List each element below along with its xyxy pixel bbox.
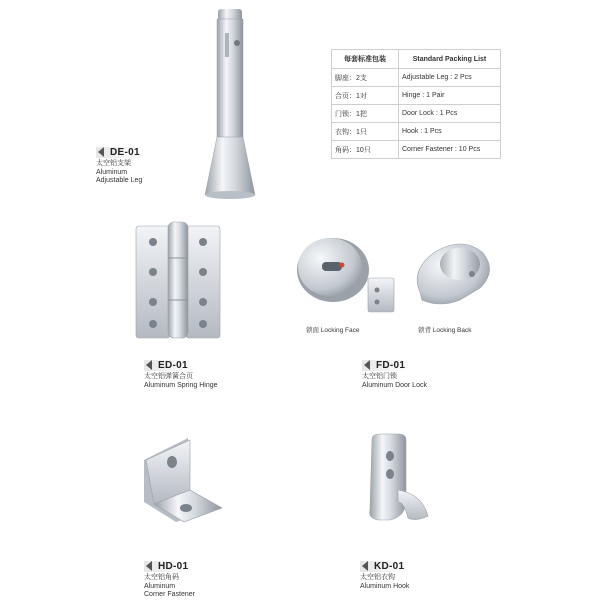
product-label-kd bbox=[360, 556, 410, 591]
product-code-hd: HD-01 bbox=[144, 561, 194, 572]
locking-face-caption: 锁面 Locking Face bbox=[306, 327, 360, 334]
table-row bbox=[332, 105, 501, 123]
row-english: Hinge : 1 Pair bbox=[399, 87, 501, 105]
product-label-hd bbox=[144, 556, 195, 600]
row-english: Corner Fastener : 10 Pcs bbox=[399, 141, 501, 159]
header-chinese: 每套标准包装 bbox=[332, 50, 399, 69]
product-label-de bbox=[96, 142, 146, 186]
row-chinese: 门锁：1把 bbox=[332, 105, 399, 123]
product-name-cn-hd: 太空铝角码 bbox=[144, 574, 179, 581]
packing-list-header bbox=[332, 50, 501, 69]
adjustable-leg-image bbox=[195, 5, 265, 205]
row-english: Adjustable Leg : 2 Pcs bbox=[399, 69, 501, 87]
locking-back-caption: 锁背 Locking Back bbox=[418, 327, 472, 334]
product-code-kd: KD-01 bbox=[360, 561, 410, 572]
row-chinese: 衣钩：1只 bbox=[332, 123, 399, 141]
table-row bbox=[332, 69, 501, 87]
product-label-ed bbox=[144, 355, 218, 390]
product-name-cn-fd: 太空铝门锁 bbox=[362, 373, 397, 380]
product-name-en2-de: Adjustable Leg bbox=[96, 177, 143, 184]
table-row bbox=[332, 141, 501, 159]
product-code-fd: FD-01 bbox=[362, 360, 411, 371]
product-code-ed: ED-01 bbox=[144, 360, 194, 371]
hook-image bbox=[358, 430, 438, 525]
row-english: Door Lock : 1 Pcs bbox=[399, 105, 501, 123]
packing-list-table bbox=[331, 49, 501, 159]
product-name-en-hd: Aluminum bbox=[144, 582, 176, 590]
product-name-en-ed: Aluminum Spring Hinge bbox=[144, 381, 218, 389]
row-chinese: 角码：10只 bbox=[332, 141, 399, 159]
product-name-en-kd: Aluminum Hook bbox=[360, 582, 410, 590]
row-chinese: 合页：1对 bbox=[332, 87, 399, 105]
product-name-cn-de: 太空铝支架 bbox=[96, 160, 131, 167]
product-name-en-de: Aluminum bbox=[96, 168, 128, 176]
row-english: Hook : 1 Pcs bbox=[399, 123, 501, 141]
product-code-de: DE-01 bbox=[96, 147, 146, 158]
product-name-en-fd: Aluminum Door Lock bbox=[362, 381, 427, 389]
corner-fastener-image bbox=[138, 430, 228, 525]
product-name-en2-hd: Corner Fastener bbox=[144, 591, 195, 598]
product-name-cn-ed: 太空铝弹簧合页 bbox=[144, 373, 193, 380]
header-english: Standard Packing List bbox=[399, 50, 501, 69]
door-lock-image bbox=[290, 230, 500, 325]
row-chinese: 脚座：2支 bbox=[332, 69, 399, 87]
product-label-fd bbox=[362, 355, 427, 390]
spring-hinge-image bbox=[128, 218, 228, 343]
product-name-cn-kd: 太空铝衣钩 bbox=[360, 574, 395, 581]
table-row bbox=[332, 87, 501, 105]
table-row bbox=[332, 123, 501, 141]
